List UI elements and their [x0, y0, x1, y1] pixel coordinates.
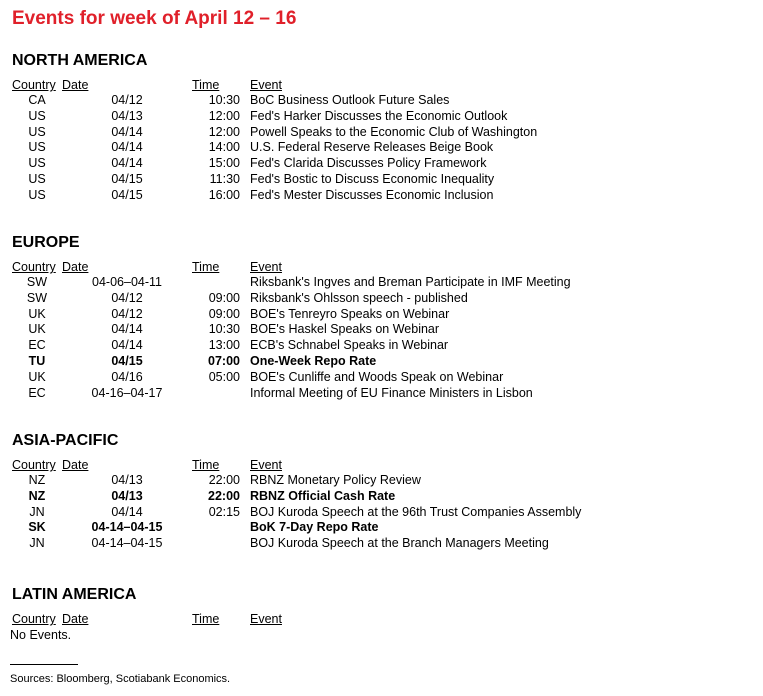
table-row [12, 291, 571, 307]
time-cell: 16:00 [208, 187, 240, 202]
time-cell: 11:30 [209, 171, 240, 186]
time-cell: 09:00 [208, 306, 240, 321]
time-cell: 13:00 [208, 338, 240, 353]
table-row [12, 275, 571, 291]
event-cell: One-Week Repo Rate [250, 353, 377, 368]
event-cell: BOJ Kuroda Speech at the Branch Managers Meeting [250, 536, 549, 551]
event-cell: Fed's Clarida Discusses Policy Framework [250, 156, 487, 171]
country-cell: SW [26, 290, 48, 305]
country-cell: UK [28, 369, 46, 384]
date-cell: 04-14–04-15 [91, 520, 163, 535]
table-row [12, 489, 581, 505]
date-cell: 04/14 [111, 504, 143, 519]
event-header: Event [250, 260, 282, 274]
event-cell: Fed's Mester Discusses Economic Inclusion [250, 187, 494, 202]
table-row [12, 307, 571, 323]
date-cell: 04/14 [111, 338, 143, 353]
date-cell: 04-14–04-15 [91, 536, 163, 551]
date-cell: 04/14 [111, 322, 143, 337]
table-row [12, 386, 571, 402]
date-header: Date [62, 458, 89, 472]
date-cell: 04/14 [111, 140, 143, 155]
section-asia-pacific [12, 431, 752, 552]
event-header: Event [250, 612, 282, 626]
table-header-row [12, 612, 282, 627]
table-row [12, 188, 537, 204]
table-row [12, 140, 537, 156]
time-cell: 14:00 [208, 140, 240, 155]
time-cell: 02:15 [208, 504, 240, 519]
event-cell: BoC Business Outlook Future Sales [250, 93, 450, 107]
date-cell: 04/12 [111, 93, 143, 107]
time-header: Time [192, 78, 220, 92]
country-header: Country [12, 458, 56, 472]
date-cell: 04-06–04-11 [92, 275, 162, 289]
section-heading: LATIN AMERICA [12, 586, 137, 603]
time-cell: 22:00 [208, 488, 240, 503]
country-cell: JN [29, 536, 45, 551]
section-heading: EUROPE [12, 234, 80, 251]
sources-footnote: Sources: Bloomberg, Scotiabank Economics. [10, 673, 231, 685]
time-header: Time [192, 612, 220, 626]
table-row [12, 322, 571, 338]
country-header: Country [12, 260, 56, 274]
event-cell: Informal Meeting of EU Finance Ministers in Lisbon [250, 385, 533, 400]
country-cell: SK [28, 520, 46, 535]
table-row [12, 354, 571, 370]
country-header: Country [12, 78, 56, 92]
event-cell: Riksbank's Ingves and Breman Participate in IMF Meeting [250, 275, 571, 289]
country-cell: UK [28, 322, 46, 337]
time-header: Time [192, 458, 220, 472]
table-header-row [12, 78, 537, 93]
event-cell: RBNZ Monetary Policy Review [250, 473, 421, 487]
country-cell: JN [29, 504, 45, 519]
footnote-rule [10, 664, 78, 665]
event-cell: BOE's Cunliffe and Woods Speak on Webinar [250, 369, 504, 384]
date-cell: 04/12 [111, 290, 143, 305]
date-cell: 04/13 [111, 488, 143, 503]
country-cell: UK [28, 306, 46, 321]
country-cell: EC [28, 385, 46, 400]
country-cell: TU [28, 353, 46, 368]
section-latin-america [12, 585, 752, 643]
table-header-row [12, 458, 581, 473]
table-row [12, 172, 537, 188]
date-cell: 04/16 [111, 369, 143, 384]
table-row [12, 125, 537, 141]
date-cell: 04/12 [111, 306, 143, 321]
event-cell: Riksbank's Ohlsson speech - published [250, 290, 468, 305]
date-header: Date [62, 78, 89, 92]
country-cell: SW [26, 275, 48, 289]
table-row [12, 505, 581, 521]
event-cell: BOE's Haskel Speaks on Webinar [250, 322, 440, 337]
event-cell: U.S. Federal Reserve Releases Beige Book [250, 140, 494, 155]
section-heading: ASIA-PACIFIC [12, 432, 119, 449]
country-cell: US [28, 124, 46, 139]
event-cell: RBNZ Official Cash Rate [250, 488, 396, 503]
time-cell [192, 536, 240, 552]
country-cell: US [28, 140, 46, 155]
section-heading: NORTH AMERICA [12, 52, 148, 69]
events-table [12, 260, 571, 401]
country-cell: US [28, 156, 46, 171]
time-cell: 09:00 [208, 290, 240, 305]
time-cell: 10:30 [208, 93, 240, 107]
time-header: Time [192, 260, 220, 274]
country-cell: NZ [28, 473, 46, 487]
time-cell: 12:00 [208, 108, 240, 123]
event-header: Event [250, 458, 282, 472]
events-table [12, 78, 537, 204]
time-cell: 15:00 [208, 156, 240, 171]
country-header: Country [12, 612, 56, 626]
time-cell: 10:30 [208, 322, 240, 337]
event-cell: BoK 7-Day Repo Rate [250, 520, 379, 535]
date-header: Date [62, 612, 89, 626]
event-cell: ECB's Schnabel Speaks in Webinar [250, 338, 449, 353]
event-cell: Fed's Harker Discusses the Economic Outlook [250, 108, 508, 123]
country-cell: US [28, 187, 46, 202]
table-row [12, 156, 537, 172]
date-cell: 04/13 [111, 473, 143, 487]
table-row [12, 370, 571, 386]
time-cell [192, 275, 240, 291]
table-header-row [12, 260, 571, 275]
date-cell: 04/14 [111, 156, 143, 171]
country-cell: US [28, 171, 46, 186]
date-cell: 04/13 [111, 108, 143, 123]
date-cell: 04/15 [111, 187, 143, 202]
event-cell: BOJ Kuroda Speech at the 96th Trust Companies Assembly [250, 504, 582, 519]
events-table [12, 458, 581, 552]
event-cell: Fed's Bostic to Discuss Economic Inequality [250, 171, 495, 186]
table-row [12, 338, 571, 354]
events-table [12, 612, 282, 627]
time-cell: 05:00 [208, 369, 240, 384]
table-row [12, 520, 581, 536]
event-header: Event [250, 78, 282, 92]
country-cell: CA [28, 93, 46, 107]
country-cell: EC [28, 338, 46, 353]
table-row [12, 473, 581, 489]
table-row [12, 536, 581, 552]
section-europe [12, 233, 752, 401]
date-header: Date [62, 260, 89, 274]
time-cell [192, 520, 240, 536]
country-cell: NZ [28, 488, 46, 503]
date-cell: 04/15 [111, 171, 143, 186]
section-north-america [12, 51, 752, 204]
country-cell: US [28, 108, 46, 123]
date-cell: 04-16–04-17 [91, 385, 163, 400]
event-cell: Powell Speaks to the Economic Club of Washington [250, 124, 538, 139]
table-row [12, 93, 537, 109]
time-cell [192, 386, 240, 402]
table-row [12, 109, 537, 125]
page-title: Events for week of April 12 – 16 [12, 8, 297, 29]
date-cell: 04/14 [111, 124, 143, 139]
time-cell: 07:00 [208, 353, 240, 368]
time-cell: 12:00 [208, 124, 240, 139]
date-cell: 04/15 [111, 353, 143, 368]
no-events-text: No Events. [10, 628, 72, 642]
event-cell: BOE's Tenreyro Speaks on Webinar [250, 306, 450, 321]
time-cell: 22:00 [208, 473, 240, 487]
